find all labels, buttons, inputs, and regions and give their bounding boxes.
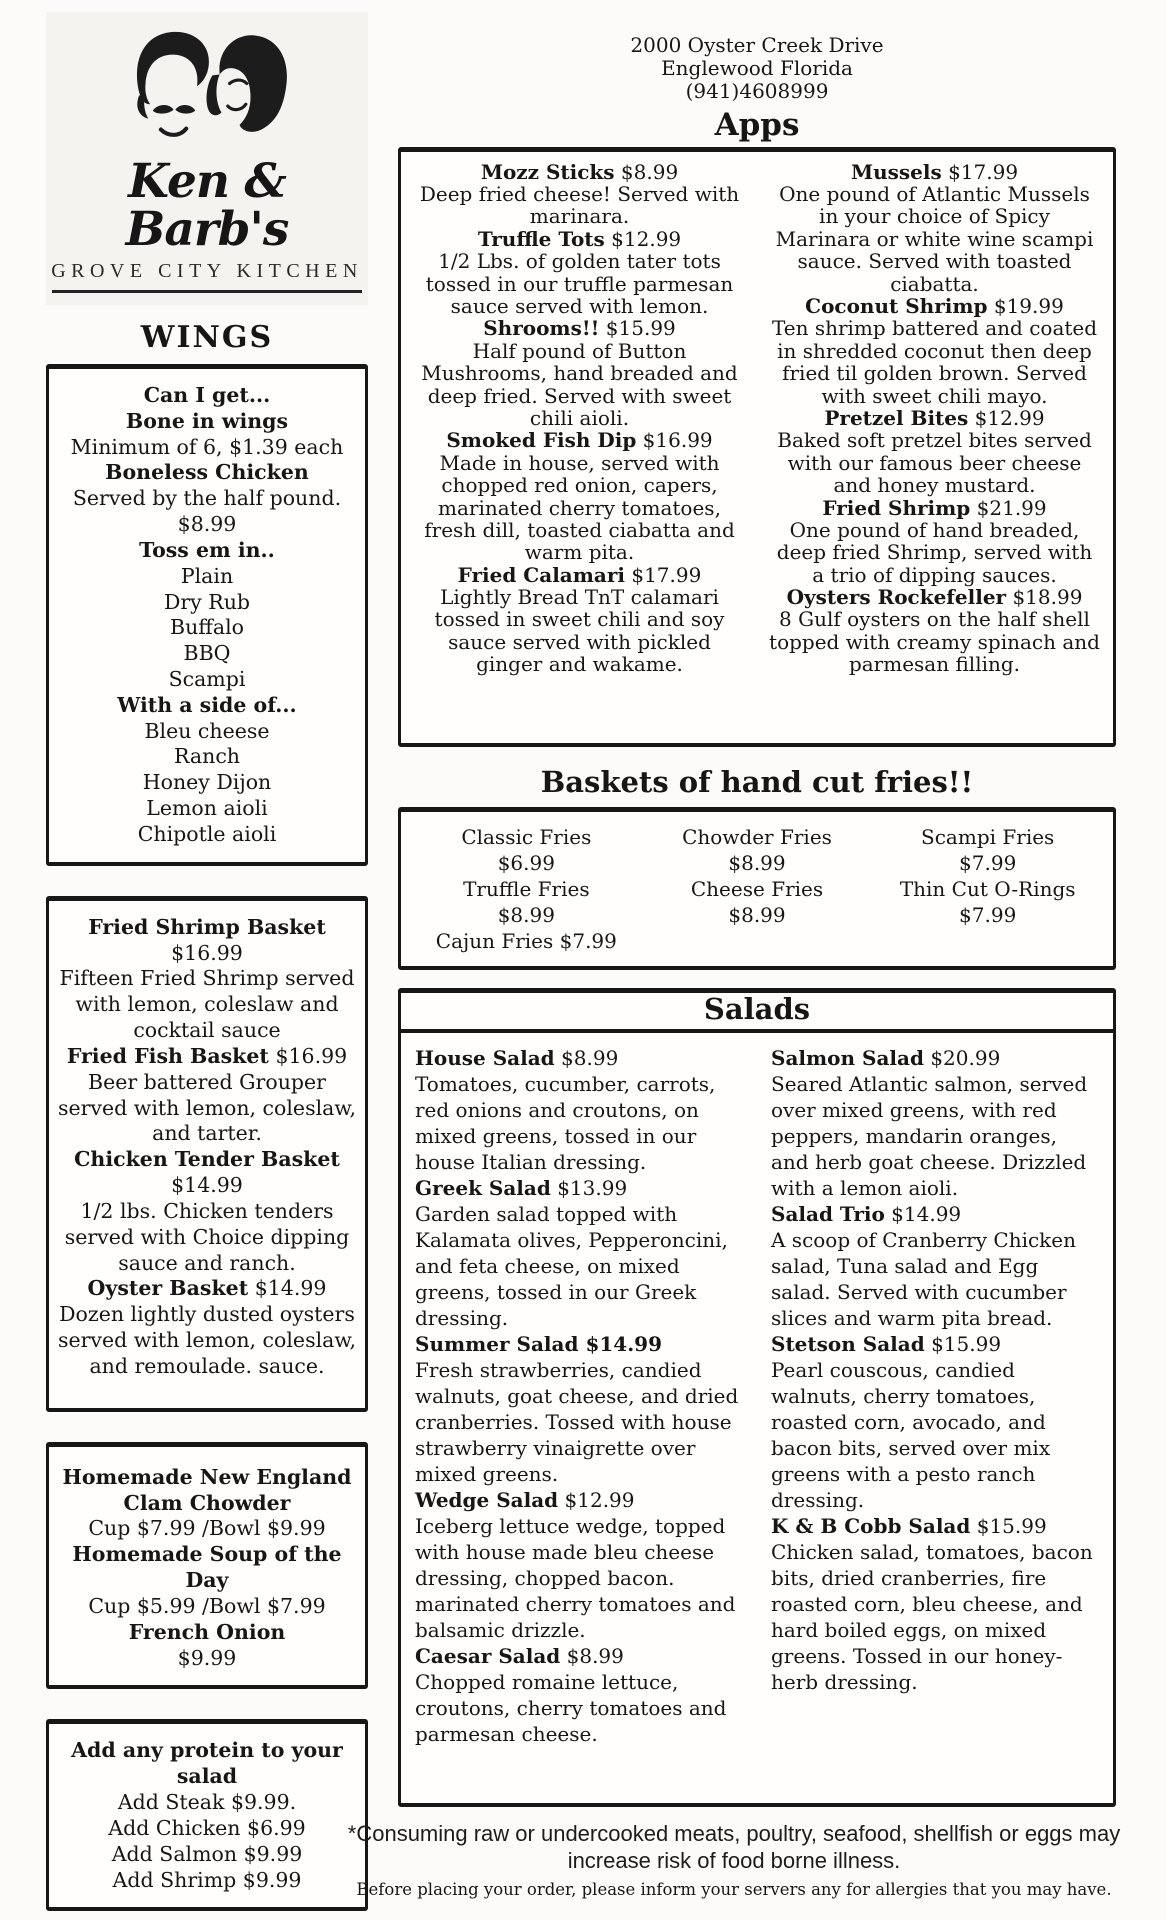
restaurant-logo <box>46 12 368 305</box>
salads-columns <box>401 1033 1113 1803</box>
item-name: Fried Calamari <box>457 562 625 587</box>
item-name: Fried Fish Basket <box>66 1043 269 1068</box>
item-desc: Fifteen Fried Shrimp served with lemon, coleslaw and cocktail sauce <box>59 966 355 1043</box>
protein-box <box>46 1719 368 1911</box>
wings-line: Bone in wings <box>125 408 289 433</box>
item-price: $12.99 <box>974 405 1045 430</box>
item-desc: Ten shrimp battered and coated in shredded coconut then deep fried til golden brown. Served with sweet chili mayo. <box>771 316 1098 408</box>
wings-line: Toss em in.. <box>139 537 275 562</box>
salads-box <box>398 988 1116 1808</box>
apps-box <box>398 147 1116 747</box>
item-name: Smoked Fish Dip <box>446 428 637 453</box>
item-price: $15.99 <box>605 316 676 341</box>
item-desc: Half pound of Button Mushrooms, hand breaded and deep fried. Served with sweet chili aioli. <box>421 338 738 430</box>
item-name: House Salad <box>415 1046 555 1071</box>
fries-line: Thin Cut O-Rings <box>899 876 1076 901</box>
item-name: Fried Shrimp <box>822 495 971 520</box>
item-name: Greek Salad <box>415 1176 551 1201</box>
logo-wordmark: Ken & Barb's <box>125 154 289 257</box>
item-desc: One pound of hand breaded, deep fried Shrimp, served with a trio of dipping sauces. <box>776 517 1093 587</box>
fries-line: $8.99 <box>497 902 555 927</box>
item-name: K & B Cobb Salad <box>771 1514 971 1539</box>
protein-line: Add Shrimp $9.99 <box>112 1867 302 1892</box>
salad-item <box>771 1331 1099 1513</box>
item-name: Fried Shrimp Basket <box>88 914 326 939</box>
soups-box <box>46 1442 368 1690</box>
protein-line: Add any protein to your salad <box>71 1738 343 1789</box>
item-name: Coconut Shrimp <box>805 294 988 318</box>
wings-line: Boneless Chicken <box>105 460 309 485</box>
fries-line: Cheese Fries <box>690 876 824 901</box>
logo-subtitle: GROVE CITY KITCHEN <box>51 259 363 282</box>
item-price: $19.99 <box>993 294 1064 318</box>
salads-right-column <box>771 1045 1099 1787</box>
app-item <box>414 228 745 318</box>
protein-line: Add Steak $9.99. <box>117 1790 297 1815</box>
soup-line: French Onion <box>128 1619 286 1644</box>
wings-line: Can I get... <box>143 382 271 407</box>
item-price: $16.99 <box>171 940 243 965</box>
basket-item <box>57 1044 357 1147</box>
protein-line: Add Salmon $9.99 <box>111 1841 303 1866</box>
wings-line: Buffalo <box>170 615 244 640</box>
item-desc: Dozen lightly dusted oysters served with lemon, coleslaw, and remoulade. sauce. <box>57 1302 356 1378</box>
wings-line: Minimum of 6, $1.39 each <box>70 434 344 459</box>
salad-item <box>415 1045 743 1175</box>
main-column <box>347 12 1121 1911</box>
salad-item <box>771 1045 1099 1201</box>
wings-line: Bleu cheese <box>144 718 270 743</box>
item-desc: 8 Gulf oysters on the half shell topped with creamy spinach and parmesan filling. <box>769 607 1100 677</box>
logo-faces-illustration <box>85 20 329 156</box>
baskets-box <box>46 896 368 1412</box>
wings-line: Chipotle aioli <box>137 821 277 846</box>
item-price: $13.99 <box>557 1176 628 1201</box>
logo-underline <box>52 290 362 293</box>
wings-heading: WINGS <box>140 319 274 355</box>
item-desc: Seared Atlantic salmon, served over mixed greens, with red peppers, mandarin oranges, and herb goat cheese. Drizzled with a lemon aioli. <box>771 1072 1088 1201</box>
fries-column-1 <box>411 824 642 954</box>
salads-section <box>398 988 1116 1808</box>
item-name: Oyster Basket <box>87 1276 249 1301</box>
item-price: $16.99 <box>275 1043 348 1068</box>
fries-column-3 <box>872 824 1103 954</box>
item-price: $12.99 <box>611 226 682 251</box>
address-line: (941)4608999 <box>685 79 829 104</box>
app-item <box>414 564 745 676</box>
item-name: Salmon Salad <box>771 1046 924 1071</box>
wings-line: BBQ <box>183 641 231 666</box>
item-name: Summer Salad $14.99 <box>415 1332 662 1357</box>
item-price: $14.99 <box>891 1202 962 1227</box>
wings-line: With a side of... <box>117 692 297 717</box>
item-price: $14.99 <box>171 1173 243 1198</box>
item-price: $14.99 <box>254 1276 327 1301</box>
item-price: $17.99 <box>948 159 1019 184</box>
item-desc: A scoop of Cranberry Chicken salad, Tuna salad and Egg salad. Served with cucumber slices and warm pita bread. <box>771 1228 1077 1331</box>
item-desc: Tomatoes, cucumber, carrots, red onions and croutons, on mixed greens, tossed in our house Italian dressing. <box>415 1072 716 1175</box>
item-name: Caesar Salad <box>415 1644 561 1669</box>
app-item <box>769 586 1100 676</box>
item-name: Mussels <box>850 159 942 184</box>
address-line: Englewood Florida <box>661 56 853 81</box>
basket-item <box>57 1276 357 1379</box>
app-item <box>414 429 745 563</box>
item-desc: Garden salad topped with Kalamata olives, Pepperoncini, and feta cheese, on mixed greens, tossed in our Greek dressing. <box>415 1202 728 1331</box>
protein-line: Add Chicken $6.99 <box>108 1815 306 1840</box>
app-item <box>769 497 1100 587</box>
fries-line: $7.99 <box>959 850 1017 875</box>
item-price: $17.99 <box>631 562 702 587</box>
fries-line: Chowder Fries <box>682 824 832 849</box>
apps-heading: Apps <box>714 106 800 143</box>
item-desc: Fresh strawberries, candied walnuts, goat cheese, and dried cranberries. Tossed with house strawberry vinaigrette over mixed greens. <box>415 1358 739 1487</box>
basket-item <box>57 1147 357 1276</box>
apps-left-column <box>414 161 745 733</box>
item-desc: Iceberg lettuce wedge, topped with house made bleu cheese dressing, chopped bacon. marinated cherry tomatoes and balsamic drizzle. <box>415 1514 736 1643</box>
footer-allergy-note: Before placing your order, please inform your servers any for allergies that you may have. <box>356 1880 1112 1900</box>
fries-line: $8.99 <box>728 850 786 875</box>
app-item <box>769 295 1100 407</box>
wings-line: Scampi <box>168 666 246 691</box>
address-line: 2000 Oyster Creek Drive <box>630 33 884 57</box>
item-price: $21.99 <box>976 495 1047 520</box>
soup-line: Cup $7.99 /Bowl $9.99 <box>88 1516 326 1541</box>
item-name: Mozz Sticks <box>480 159 615 184</box>
wings-line: Dry Rub <box>163 589 251 614</box>
salads-left-column <box>415 1045 743 1787</box>
fries-line: Cajun Fries $7.99 <box>435 928 617 953</box>
wings-line: Lemon aioli <box>146 796 268 821</box>
fries-line: $8.99 <box>728 902 786 927</box>
fries-line: $6.99 <box>497 850 555 875</box>
item-name: Truffle Tots <box>477 226 605 251</box>
app-item <box>769 407 1100 497</box>
item-desc: Pearl couscous, candied walnuts, cherry tomatoes, roasted corn, avocado, and bacon bits, served over mix greens with a pesto ranch dressing. <box>771 1358 1051 1513</box>
item-price: $15.99 <box>931 1332 1002 1357</box>
footer <box>340 1821 1128 1899</box>
address <box>398 34 1116 104</box>
item-desc: Lightly Bread TnT calamari tossed in sweet chili and soy sauce served with pickled ginger and wakame. <box>434 585 725 677</box>
wings-line: Ranch <box>173 744 240 769</box>
basket-item <box>57 915 357 1044</box>
app-item <box>414 317 745 429</box>
soup-line: Homemade New England Clam Chowder <box>62 1464 352 1515</box>
fries-heading: Baskets of hand cut fries!! <box>540 764 974 799</box>
footer-disclaimer: *Consuming raw or undercooked meats, poultry, seafood, shellfish or eggs may increase risk of food borne illness. <box>347 1821 1121 1874</box>
salads-heading: Salads <box>401 993 1113 1034</box>
item-desc: Baked soft pretzel bites served with our famous beer cheese and honey mustard. <box>777 428 1092 498</box>
fries-line: $7.99 <box>959 902 1017 927</box>
item-price: $12.99 <box>564 1488 635 1513</box>
wings-line: $8.99 <box>177 512 237 537</box>
apps-right-column <box>769 161 1100 733</box>
salad-item <box>415 1643 743 1747</box>
item-desc: One pound of Atlantic Mussels in your choice of Spicy Marinara or white wine scampi sauce. Served with toasted ciabatta. <box>775 182 1094 296</box>
soup-line: $9.99 <box>177 1645 237 1670</box>
app-item <box>414 161 745 228</box>
item-name: Oysters Rockefeller <box>786 585 1007 610</box>
item-desc: Beer battered Grouper served with lemon, coleslaw, and tarter. <box>57 1069 356 1146</box>
fries-line: Classic Fries <box>461 824 592 849</box>
item-desc: 1/2 lbs. Chicken tenders served with Choice dipping sauce and ranch. <box>64 1198 350 1275</box>
wings-box <box>46 364 368 866</box>
item-price: $8.99 <box>566 1644 624 1669</box>
item-desc: Deep fried cheese! Served with marinara. <box>419 182 740 229</box>
salad-item <box>415 1175 743 1331</box>
item-name: Pretzel Bites <box>824 405 969 430</box>
item-price: $8.99 <box>561 1046 619 1071</box>
item-name: Shrooms!! <box>483 316 600 341</box>
salad-item <box>771 1201 1099 1331</box>
item-desc: Chicken salad, tomatoes, bacon bits, dried cranberries, fire roasted corn, bleu cheese, and hard boiled eggs, on mixed greens. Tossed in our honey-herb dressing. <box>771 1540 1093 1695</box>
salad-item <box>771 1513 1099 1695</box>
item-price: $16.99 <box>642 428 713 453</box>
fries-line: Scampi Fries <box>921 824 1055 849</box>
salad-item <box>415 1487 743 1643</box>
item-name: Salad Trio <box>771 1202 885 1227</box>
fries-box <box>398 807 1116 970</box>
item-name: Chicken Tender Basket <box>74 1147 340 1172</box>
item-desc: Chopped romaine lettuce, croutons, cherry tomatoes and parmesan cheese. <box>415 1670 727 1747</box>
wings-line: Served by the half pound. <box>72 486 342 511</box>
item-price: $8.99 <box>620 159 679 184</box>
wings-line: Plain <box>180 563 234 588</box>
item-name: Wedge Salad <box>415 1488 559 1513</box>
item-desc: 1/2 Lbs. of golden tater tots tossed in our truffle parmesan sauce served with lemon. <box>425 249 734 318</box>
salad-item <box>415 1331 743 1487</box>
soup-line: Homemade Soup of the Day <box>72 1542 342 1593</box>
wings-line: Honey Dijon <box>142 770 272 795</box>
item-desc: Made in house, served with chopped red onion, capers, marinated cherry tomatoes, fresh dill, toasted ciabatta and warm pita. <box>424 450 735 565</box>
left-column <box>46 12 368 1911</box>
item-name: Stetson Salad <box>771 1332 925 1357</box>
fries-column-2 <box>642 824 873 954</box>
soup-line: Cup $5.99 /Bowl $7.99 <box>88 1593 326 1618</box>
item-price: $15.99 <box>976 1514 1047 1539</box>
app-item <box>769 161 1100 295</box>
item-price: $18.99 <box>1012 585 1083 610</box>
fries-line: Truffle Fries <box>463 876 590 901</box>
item-price: $20.99 <box>930 1046 1001 1071</box>
